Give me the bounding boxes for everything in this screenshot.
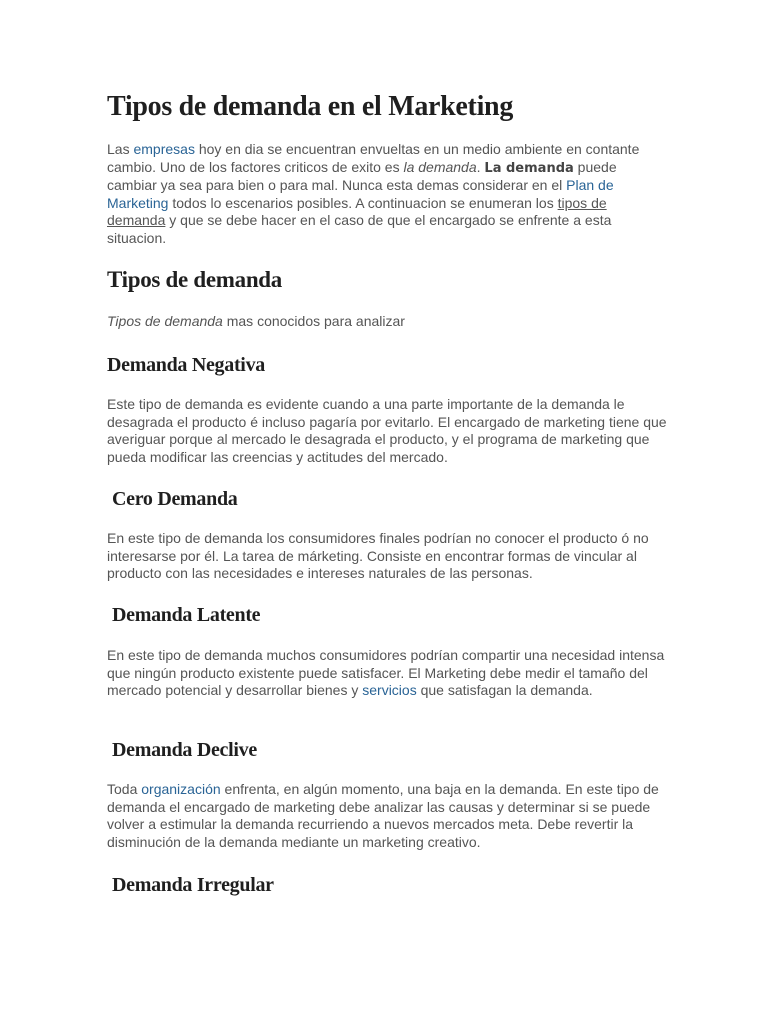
section-negativa-text-block: [107, 396, 667, 466]
intro-text-2: hoy en dia se encuentran envueltas en un medio ambiente en contante cambio. Uno de los factores criticos de exito es: [107, 141, 640, 175]
intro-text-1: Las: [107, 141, 134, 157]
section-heading-latente: Demanda Latente: [112, 604, 261, 626]
section-heading-tipos: Tipos de demanda: [107, 267, 282, 292]
declive-text-2: enfrenta, en algún momento, una baja en la demanda. En este tipo de demanda el encargado de marketing debe analizar las causas y determinar si se puede volver a estimular la demanda recurriendo a nuevos mercados meta. Debe revertir la disminución de la demanda mediante un marketing creativo.: [107, 781, 659, 850]
latente-text-2: que satisfagan la demanda.: [416, 682, 593, 698]
intro-paragraph-block: [107, 141, 667, 247]
section-cero: [107, 486, 672, 512]
intro-paragraph: [107, 141, 667, 247]
intro-text-5: todos lo escenarios posibles. A continuacion se enumeran los: [168, 194, 558, 211]
declive-paragraph: [107, 781, 667, 851]
cero-paragraph: En este tipo de demanda los consumidores finales podrían no conocer el producto ó no interesarse por él. La tarea de márketing. Consiste en encontrar formas de vincular al producto con las necesidades e intereses naturales de las personas.: [107, 530, 649, 581]
intro-bold-la-demanda: La demanda: [484, 160, 574, 176]
latente-paragraph: [107, 647, 667, 700]
page-title: Tipos de demanda en el Marketing: [107, 91, 514, 122]
section-heading-negativa: Demanda Negativa: [107, 354, 265, 376]
section-tipos: [107, 266, 667, 294]
section-heading-cero: Cero Demanda: [112, 488, 238, 510]
section-declive: [107, 737, 672, 763]
section-heading-irregular: Demanda Irregular: [112, 874, 274, 896]
section-cero-text-block: [107, 530, 667, 583]
intro-text-6: y que se debe hacer en el caso de que el encargado se enfrente a esta situacion.: [107, 212, 612, 246]
plan-de-marketing-link[interactable]: Plan de Marketing: [107, 177, 614, 211]
tipos-de-demanda-link[interactable]: tipos de demanda: [107, 194, 607, 228]
section-declive-text-block: [107, 781, 667, 851]
section-tipos-paragraph: [107, 313, 667, 331]
organizacion-link[interactable]: organización: [141, 781, 221, 797]
declive-text-1: Toda: [107, 781, 142, 797]
intro-text-4: puede cambiar ya sea para bien o para mal. Nunca esta demas considerar en el: [107, 158, 617, 193]
servicios-link[interactable]: servicios: [362, 682, 417, 698]
section-irregular: [107, 872, 672, 898]
tipos-rest: mas conocidos para analizar: [222, 313, 405, 329]
negativa-paragraph: Este tipo de demanda es evidente cuando a una parte importante de la demanda le desagrada el producto é incluso pagaría por evitarlo. El encargado de marketing tiene que averiguar porque al mercado le desagrada el producto, y el programa de marketing que pueda modificar las creencias y actitudes del mercado.: [107, 396, 667, 465]
section-latente: [107, 602, 672, 628]
section-heading-declive: Demanda Declive: [112, 739, 257, 761]
intro-italic-la-demanda: la demanda: [403, 158, 477, 175]
section-latente-text-block: [107, 647, 667, 700]
section-tipos-text-block: [107, 313, 667, 331]
intro-text-3: .: [476, 158, 485, 175]
tipos-italic: Tipos de demanda: [107, 313, 223, 329]
empresas-link[interactable]: empresas: [133, 141, 195, 157]
section-negativa: [107, 352, 667, 378]
latente-text-1: En este tipo de demanda muchos consumidores podrían compartir una necesidad intensa que ningún producto existente puede satisfacer. El Marketing debe medir el tamaño del mercado potencial y desarrollar bienes y: [107, 647, 665, 698]
